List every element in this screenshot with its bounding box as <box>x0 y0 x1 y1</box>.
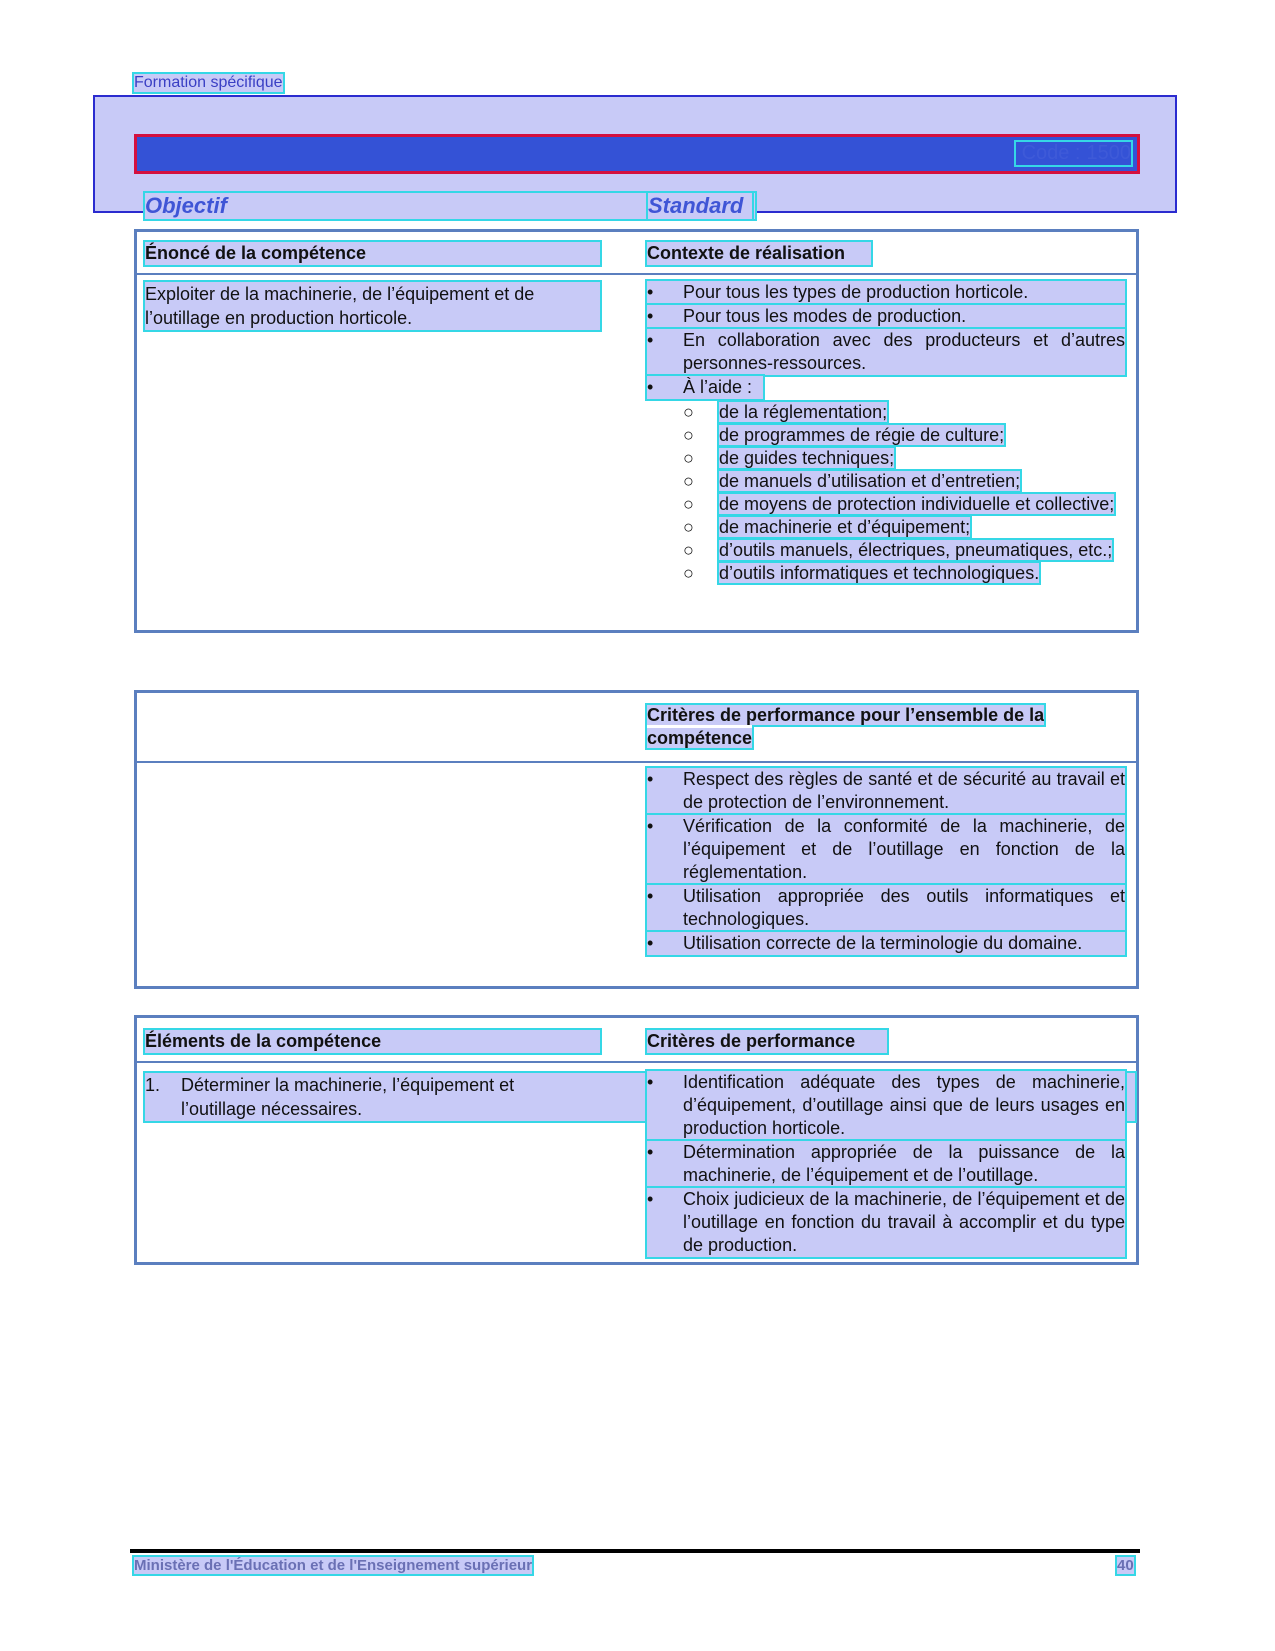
bullet-icon <box>647 376 657 399</box>
sub-list-item: ○ de la réglementation; <box>683 402 888 422</box>
list-item: • Identification adéquate des types de machinerie, d’équipement, d’outillage ainsi que de leurs usages en production horticole. <box>647 1071 1125 1140</box>
criteria-heading: Critères de performance <box>647 1030 887 1053</box>
circle-bullet-icon: ○ <box>683 494 694 514</box>
circle-bullet-icon: ○ <box>683 540 694 560</box>
competence-context-box <box>134 229 1139 633</box>
sub-list-item: ○ de moyens de protection individuelle et collective; <box>683 494 1115 514</box>
circle-bullet-icon: ○ <box>683 563 694 583</box>
list-item: • À l’aide : <box>647 376 763 399</box>
bullet-icon <box>647 815 657 838</box>
sub-list-item: ○ de programmes de régie de culture; <box>683 425 1005 445</box>
overall-criteria-list <box>647 768 1125 956</box>
standard-heading: Standard <box>648 193 752 219</box>
code-value: 1500 <box>1086 142 1131 164</box>
objectif-heading: Objectif <box>145 193 755 219</box>
list-item: • Pour tous les types de production horticole. <box>647 281 1125 304</box>
list-item: • Choix judicieux de la machinerie, de l’équipement et de l’outillage en fonction du travail à accomplir et du type de production. <box>647 1188 1125 1257</box>
bullet-icon <box>647 281 657 304</box>
list-item: • Vérification de la conformité de la machinerie, de l’équipement et de l’outillage en fonction de la réglementation. <box>647 815 1125 884</box>
list-item: • Utilisation appropriée des outils informatiques et technologiques. <box>647 885 1125 931</box>
circle-bullet-icon: ○ <box>683 471 694 491</box>
bullet-icon <box>647 1141 657 1164</box>
circle-bullet-icon: ○ <box>683 517 694 537</box>
bullet-icon <box>647 329 657 352</box>
list-item: • Pour tous les modes de production. <box>647 305 1125 328</box>
page-number: 40 <box>1117 1557 1134 1574</box>
code-bar <box>134 134 1140 174</box>
sub-list-item: ○ de machinerie et d’équipement; <box>683 517 971 537</box>
context-list <box>647 281 1125 585</box>
sub-list-item: ○ de manuels d’utilisation et d’entretien; <box>683 471 1021 491</box>
bullet-icon <box>647 768 657 791</box>
list-item: • Détermination appropriée de la puissance de la machinerie, de l’équipement et de l’outillage. <box>647 1141 1125 1187</box>
context-heading: Contexte de réalisation <box>647 242 871 265</box>
list-item: • Utilisation correcte de la terminologie du domaine. <box>647 932 1125 955</box>
elements-heading: Éléments de la compétence <box>145 1030 600 1053</box>
overall-criteria-heading: Critères de performance pour l’ensemble de la compétence <box>647 705 1045 748</box>
bullet-icon <box>647 885 657 908</box>
element-text: Déterminer la machinerie, l’équipement et l’outillage nécessaires. <box>181 1075 515 1119</box>
sub-list-item: ○ d’outils manuels, électriques, pneumatiques, etc.; <box>683 540 1113 560</box>
sub-list-item: ○ de guides techniques; <box>683 448 895 468</box>
elements-criteria-box <box>134 1015 1139 1265</box>
competence-statement: Exploiter de la machinerie, de l’équipement et de l’outillage en production horticole. <box>145 282 600 330</box>
bullet-icon <box>647 932 657 955</box>
list-item: • Respect des règles de santé et de sécurité au travail et de protection de l’environnement. <box>647 768 1125 814</box>
box2-header <box>137 693 1136 763</box>
element-criteria-list <box>647 1071 1125 1258</box>
footer-rule <box>130 1549 1140 1553</box>
box3-header <box>137 1018 1136 1063</box>
circle-bullet-icon: ○ <box>683 448 694 468</box>
sub-list-item: ○ d’outils informatiques et technologiques. <box>683 563 1040 583</box>
circle-bullet-icon: ○ <box>683 402 694 422</box>
list-item: • En collaboration avec des producteurs et d’autres personnes-ressources. <box>647 329 1125 375</box>
box1-header <box>137 232 1136 275</box>
running-title: Formation spécifique <box>134 74 283 91</box>
element-number: 1. <box>145 1075 161 1095</box>
statement-heading: Énoncé de la compétence <box>145 242 600 265</box>
footer-ministry: Ministère de l'Éducation et de l'Enseignement supérieur <box>134 1557 533 1574</box>
bullet-icon <box>647 1071 657 1094</box>
bullet-icon <box>647 1188 657 1211</box>
code-label <box>1016 142 1131 165</box>
code-label-text: Code : <box>1021 142 1081 164</box>
circle-bullet-icon: ○ <box>683 425 694 445</box>
overall-criteria-box <box>134 690 1139 989</box>
bullet-icon <box>647 305 657 328</box>
